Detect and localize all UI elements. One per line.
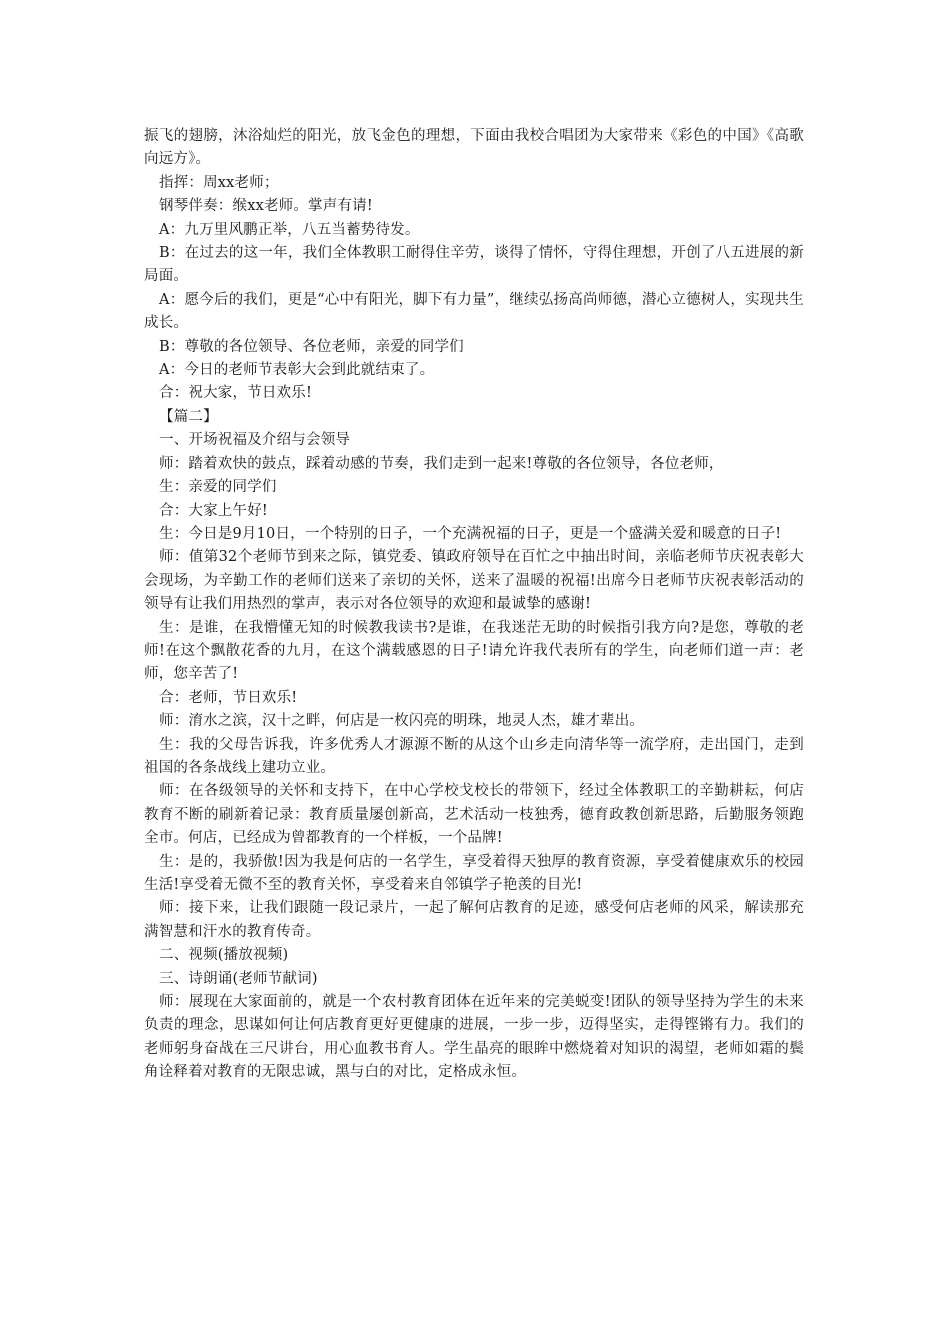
paragraph-a-line: A：今日的老师节表彰大会到此就结束了。 [159,362,435,379]
paragraph-student-line: 生：今日是9月10日，一个特别的日子，一个充满祝福的日子，更是一个盛满关爱和暖意的日子! [159,525,782,542]
paragraph-a-line: A：愿今后的我们，更是“心中有阳光，脚下有力量”，继续弘扬高尚师德，潜心立德树人，实现共生成长。 [144,291,804,332]
paragraph-student-line: 生：是谁，在我懵懂无知的时候教我读书?是谁，在我迷茫无助的时候指引我方向?是您，尊敬的老师!在这个飘散花香的九月，在这个满载感恩的日子!请允许我代表所有的学生，向老师们道一声：老师，您辛苦了! [144,619,804,683]
paragraph-continuation: 振飞的翅膀，沐浴灿烂的阳光，放飞金色的理想，下面由我校合唱团为大家带来《彩色的中国》《高歌向远方》。 [144,128,804,168]
paragraph-teacher-line: 师：在各级领导的关怀和支持下，在中心学校戈校长的带领下，经过全体教职工的辛勤耕耘，何店教育不断的刷新着记录：教育质量屡创新高，艺术活动一枝独秀，德育政教创新思路，后勤服务领跑全市。何店，已经成为曾都教育的一个样板，一个品牌! [144,783,804,847]
section-heading: 【篇二】 [159,408,218,425]
paragraph-b-line: B：尊敬的各位领导、各位老师，亲爱的同学们 [159,338,464,355]
paragraph-together-line: 合：老师，节日欢乐! [159,689,298,706]
paragraph-conductor: 指挥：周xx老师； [159,174,279,191]
paragraph-together-line: 合：大家上午好! [159,502,268,519]
paragraph-teacher-line: 师：值第32个老师节到来之际，镇党委、镇政府领导在百忙之中抽出时间，亲临老师节庆祝表彰大会现场，为辛勤工作的老师们送来了亲切的关怀，送来了温暖的祝福!出席今日老师节庆祝表彰活动的领导有让我们用热烈的掌声，表示对各位领导的欢迎和最诚挚的感谢! [144,549,804,613]
subsection-heading: 二、视频(播放视频) [159,947,289,964]
document-body [144,125,804,1085]
paragraph-teacher-line: 师：淯水之滨，汉十之畔，何店是一枚闪亮的明珠，地灵人杰，雄才辈出。 [159,713,645,730]
paragraph-b-line: B：在过去的这一年，我们全体教职工耐得住辛劳，谈得了情怀，守得住理想，开创了八五进展的新局面。 [144,245,804,285]
paragraph-teacher-line: 师：展现在大家面前的，就是一个农村教育团体在近年来的完美蜕变!团队的领导坚持为学生的未来负责的理念，思谋如何让何店教育更好更健康的进展，一步一步，迈得坚实，走得铿锵有力。我们的老师躬身奋战在三尺讲台，用心血教书育人。学生晶亮的眼眸中燃烧着对知识的渴望，老师如霜的鬓角诠释着对教育的无限忠诚，黑与白的对比，定格成永恒。 [144,994,804,1081]
paragraph-teacher-line: 师：接下来，让我们跟随一段记录片，一起了解何店教育的足迹，感受何店老师的风采，解读那充满智慧和汗水的教育传奇。 [144,900,804,940]
paragraph-piano: 钢琴伴奏：缑xx老师。掌声有请! [159,198,373,215]
paragraph-teacher-line: 师：踏着欢快的鼓点，踩着动感的节奏，我们走到一起来!尊敬的各位领导，各位老师， [159,455,724,472]
paragraph-together-line: 合：祝大家，节日欢乐! [159,385,313,402]
subsection-heading: 三、诗朗诵(老师节献词) [159,970,318,987]
paragraph-a-line: A：九万里风鹏正举，八五当蓄势待发。 [159,221,420,238]
subsection-heading: 一、开场祝福及介绍与会领导 [159,432,351,449]
paragraph-student-line: 生：亲爱的同学们 [159,479,277,496]
paragraph-student-line: 生：是的，我骄傲!因为我是何店的一名学生，享受着得天独厚的教育资源，享受着健康欢乐的校园生活!享受着无微不至的教育关怀，享受着来自邻镇学子艳羡的目光! [144,853,804,893]
paragraph-student-line: 生：我的父母告诉我，许多优秀人才源源不断的从这个山乡走向清华等一流学府，走出国门，走到祖国的各条战线上建功立业。 [144,736,804,776]
